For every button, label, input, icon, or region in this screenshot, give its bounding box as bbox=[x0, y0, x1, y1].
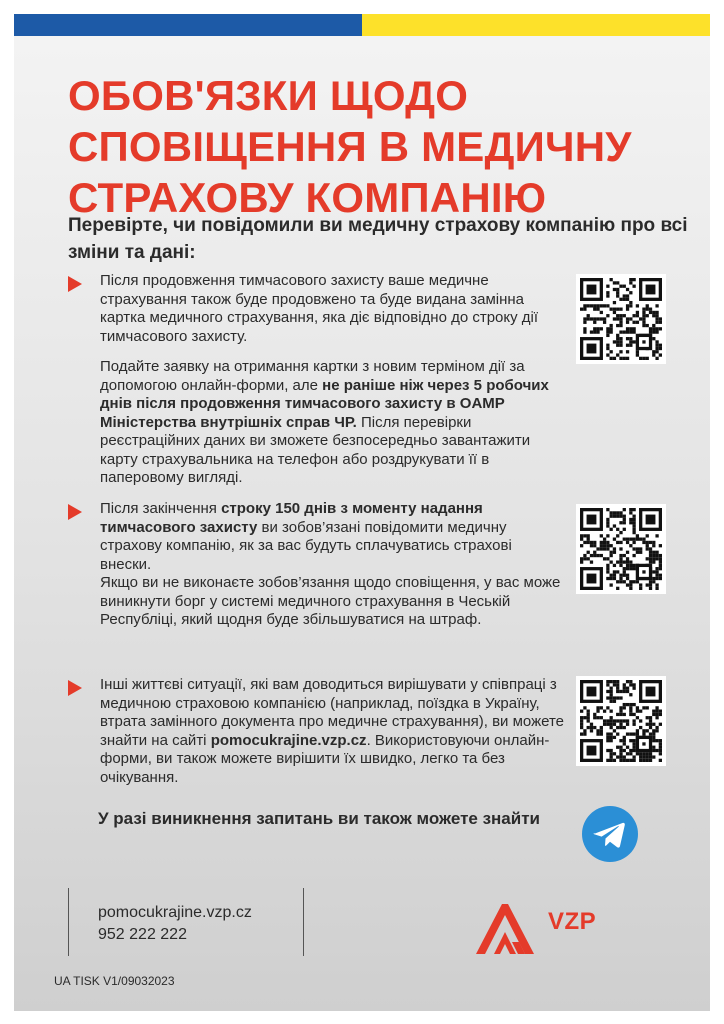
section-text bbox=[100, 676, 566, 799]
text-bold: строку 150 днів з моменту надання тимчасового захисту bbox=[100, 500, 483, 536]
text-span: Після перевірки реєстраційних даних ви зможете безпосередньо завантажити карту страхувальника на телефон або роздрукувати її в паперовому вигляді. bbox=[100, 413, 531, 486]
text-span: Інші життєві ситуації, які вам доводиться вирішувати у співпраці з медичною страховою компанією (наприклад, поїздка в Україну, втрата замінного документа про медичне страхування), ви можете знайти на сайті bbox=[100, 676, 564, 749]
poster bbox=[14, 14, 710, 1011]
flag-stripe-yellow bbox=[362, 14, 710, 36]
text-span: Після закінчення bbox=[100, 500, 222, 517]
questions-text: У разі виникнення запитань ви також можете знайти bbox=[98, 809, 540, 828]
telegram-icon[interactable] bbox=[582, 806, 638, 862]
paragraph: Після продовження тимчасового захисту ваше медичне страхування також буде продовжено та буде видана замінна картка медичного страхування, яка діє відповідно до строку дії тимчасового захисту. bbox=[100, 272, 539, 345]
red-triangle-bullet-icon bbox=[68, 504, 82, 520]
website-link[interactable]: pomocukrajine.vzp.cz bbox=[210, 731, 367, 749]
page-title bbox=[68, 70, 688, 223]
title-line: ОБОВ'ЯЗКИ ЩОДО bbox=[68, 72, 469, 119]
title-line: СТРАХОВУ КОМПАНІЮ bbox=[68, 174, 547, 221]
vzp-logo-icon bbox=[472, 896, 544, 958]
text-span: Подайте заявку на отримання картки з новим терміном дії за допомогою онлайн-форми, але bbox=[100, 358, 525, 394]
qr-code-icon[interactable] bbox=[576, 274, 666, 364]
phone-text[interactable]: 952 222 222 bbox=[98, 926, 187, 943]
flag-stripe-blue bbox=[14, 14, 362, 36]
contact-block bbox=[98, 902, 252, 946]
red-triangle-bullet-icon bbox=[68, 680, 82, 696]
section-text bbox=[100, 272, 566, 500]
divider bbox=[68, 888, 69, 956]
divider bbox=[303, 888, 304, 956]
website-text[interactable]: pomocukrajine.vzp.cz bbox=[98, 904, 252, 921]
text-span: . Використовуючи онлайн-форми, ви також можете вирішити їх швидко, легко та без очікування. bbox=[100, 731, 550, 786]
title-line: СПОВІЩЕННЯ В МЕДИЧНУ bbox=[68, 123, 632, 170]
paragraph: Якщо ви не виконаєте зобов’язання щодо сповіщення, у вас може виникнути борг у системі медичного страхування в Чеській Республіці, який щодня буде збільшуватися на штраф. bbox=[100, 574, 561, 628]
qr-code-icon[interactable] bbox=[576, 676, 666, 766]
text-span: ви зобов’язані повідомити медичну страхову компанію, як за вас будуть сплачуватись страхові внески. bbox=[100, 518, 512, 573]
text-bold: не раніше ніж через 5 робочих днів після продовження тимчасового захисту в OAMP Міністерства внутрішніх справ ЧР. bbox=[100, 376, 549, 431]
paragraph bbox=[100, 676, 566, 787]
subtitle: Перевірте, чи повідомили ви медичну страхову компанію про всі зміни та дані: bbox=[68, 215, 688, 263]
paragraph bbox=[100, 358, 566, 488]
logo-text: VZP bbox=[548, 908, 597, 935]
qr-code-icon[interactable] bbox=[576, 504, 666, 594]
paragraph bbox=[100, 500, 566, 574]
print-code: UA TISK V1/09032023 bbox=[54, 974, 175, 988]
section-text bbox=[100, 500, 566, 642]
red-triangle-bullet-icon bbox=[68, 276, 82, 292]
